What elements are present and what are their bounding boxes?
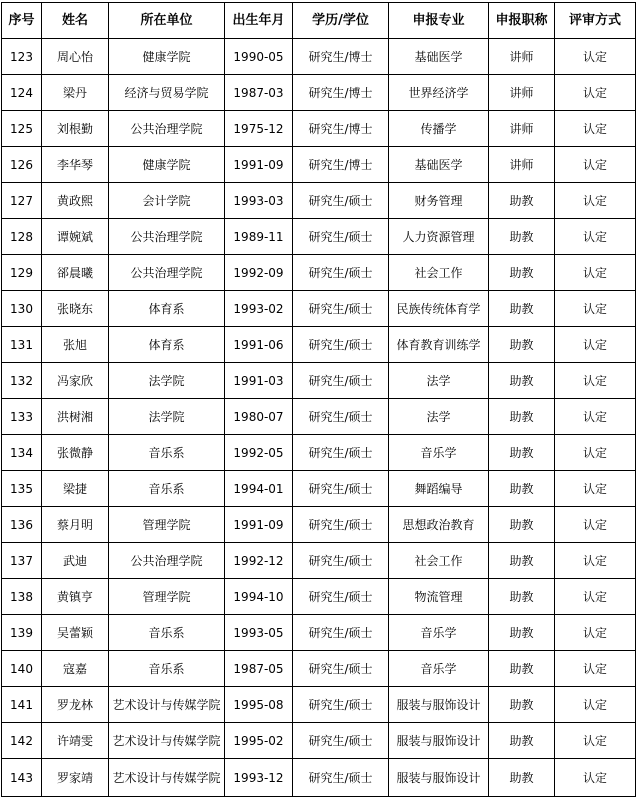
- cell-index: 143: [2, 759, 42, 797]
- cell-name: 许靖雯: [42, 723, 109, 759]
- cell-degree: 研究生/硕士: [293, 543, 389, 579]
- cell-degree: 研究生/硕士: [293, 579, 389, 615]
- cell-unit: 管理学院: [109, 579, 225, 615]
- cell-review-method: 认定: [555, 147, 636, 183]
- cell-major: 音乐学: [389, 651, 489, 687]
- cell-title: 助教: [489, 543, 555, 579]
- cell-index: 140: [2, 651, 42, 687]
- table-row: [2, 615, 636, 651]
- cell-review-method: 认定: [555, 291, 636, 327]
- cell-title: 助教: [489, 687, 555, 723]
- cell-unit: 经济与贸易学院: [109, 75, 225, 111]
- cell-birth: 1991-09: [225, 507, 293, 543]
- cell-review-method: 认定: [555, 615, 636, 651]
- table-row: [2, 471, 636, 507]
- cell-review-method: 认定: [555, 363, 636, 399]
- cell-title: 助教: [489, 327, 555, 363]
- cell-degree: 研究生/硕士: [293, 507, 389, 543]
- cell-title: 助教: [489, 219, 555, 255]
- cell-index: 124: [2, 75, 42, 111]
- cell-name: 黄镇亨: [42, 579, 109, 615]
- cell-major: 服装与服饰设计: [389, 687, 489, 723]
- table-row: [2, 759, 636, 797]
- table-row: [2, 39, 636, 75]
- cell-title: 助教: [489, 399, 555, 435]
- cell-index: 136: [2, 507, 42, 543]
- cell-birth: 1994-10: [225, 579, 293, 615]
- cell-index: 125: [2, 111, 42, 147]
- cell-index: 123: [2, 39, 42, 75]
- cell-degree: 研究生/硕士: [293, 651, 389, 687]
- cell-name: 张微静: [42, 435, 109, 471]
- cell-review-method: 认定: [555, 759, 636, 797]
- cell-degree: 研究生/硕士: [293, 435, 389, 471]
- cell-major: 服装与服饰设计: [389, 723, 489, 759]
- header-degree: 学历/学位: [293, 3, 389, 39]
- cell-review-method: 认定: [555, 399, 636, 435]
- cell-review-method: 认定: [555, 111, 636, 147]
- cell-degree: 研究生/硕士: [293, 183, 389, 219]
- cell-unit: 管理学院: [109, 507, 225, 543]
- cell-review-method: 认定: [555, 723, 636, 759]
- cell-unit: 公共治理学院: [109, 111, 225, 147]
- cell-major: 人力资源管理: [389, 219, 489, 255]
- table-row: [2, 651, 636, 687]
- cell-review-method: 认定: [555, 39, 636, 75]
- cell-major: 体育教育训练学: [389, 327, 489, 363]
- cell-name: 梁捷: [42, 471, 109, 507]
- cell-birth: 1993-05: [225, 615, 293, 651]
- cell-major: 物流管理: [389, 579, 489, 615]
- cell-birth: 1995-02: [225, 723, 293, 759]
- cell-index: 129: [2, 255, 42, 291]
- cell-birth: 1980-07: [225, 399, 293, 435]
- cell-degree: 研究生/硕士: [293, 687, 389, 723]
- cell-title: 助教: [489, 723, 555, 759]
- cell-degree: 研究生/硕士: [293, 219, 389, 255]
- table-row: [2, 255, 636, 291]
- cell-index: 131: [2, 327, 42, 363]
- cell-unit: 艺术设计与传媒学院: [109, 723, 225, 759]
- cell-title: 助教: [489, 651, 555, 687]
- table-row: [2, 111, 636, 147]
- table-row: [2, 183, 636, 219]
- header-row: [2, 3, 636, 39]
- cell-index: 126: [2, 147, 42, 183]
- cell-major: 服装与服饰设计: [389, 759, 489, 797]
- cell-birth: 1994-01: [225, 471, 293, 507]
- cell-unit: 健康学院: [109, 39, 225, 75]
- cell-index: 130: [2, 291, 42, 327]
- cell-unit: 公共治理学院: [109, 255, 225, 291]
- header-title: 申报职称: [489, 3, 555, 39]
- cell-degree: 研究生/硕士: [293, 399, 389, 435]
- cell-title: 助教: [489, 471, 555, 507]
- cell-review-method: 认定: [555, 507, 636, 543]
- cell-title: 讲师: [489, 39, 555, 75]
- cell-name: 黄政熙: [42, 183, 109, 219]
- header-review-method: 评审方式: [555, 3, 636, 39]
- cell-review-method: 认定: [555, 435, 636, 471]
- cell-name: 郤晨曦: [42, 255, 109, 291]
- cell-birth: 1993-12: [225, 759, 293, 797]
- cell-major: 舞蹈编导: [389, 471, 489, 507]
- cell-degree: 研究生/硕士: [293, 255, 389, 291]
- cell-name: 周心怡: [42, 39, 109, 75]
- cell-major: 社会工作: [389, 255, 489, 291]
- cell-major: 传播学: [389, 111, 489, 147]
- cell-unit: 公共治理学院: [109, 543, 225, 579]
- cell-birth: 1987-03: [225, 75, 293, 111]
- cell-title: 助教: [489, 183, 555, 219]
- table-row: [2, 147, 636, 183]
- cell-name: 吴蕾颖: [42, 615, 109, 651]
- cell-index: 139: [2, 615, 42, 651]
- cell-birth: 1992-12: [225, 543, 293, 579]
- cell-title: 助教: [489, 435, 555, 471]
- cell-index: 133: [2, 399, 42, 435]
- cell-birth: 1987-05: [225, 651, 293, 687]
- cell-degree: 研究生/硕士: [293, 363, 389, 399]
- table-row: [2, 723, 636, 759]
- cell-name: 罗龙林: [42, 687, 109, 723]
- cell-degree: 研究生/硕士: [293, 615, 389, 651]
- cell-degree: 研究生/博士: [293, 39, 389, 75]
- cell-index: 128: [2, 219, 42, 255]
- table-row: [2, 363, 636, 399]
- cell-major: 音乐学: [389, 615, 489, 651]
- cell-birth: 1990-05: [225, 39, 293, 75]
- cell-birth: 1993-03: [225, 183, 293, 219]
- cell-unit: 音乐系: [109, 615, 225, 651]
- cell-name: 谭婉斌: [42, 219, 109, 255]
- cell-review-method: 认定: [555, 471, 636, 507]
- cell-title: 助教: [489, 363, 555, 399]
- cell-review-method: 认定: [555, 579, 636, 615]
- header-birth: 出生年月: [225, 3, 293, 39]
- cell-name: 张晓东: [42, 291, 109, 327]
- cell-unit: 艺术设计与传媒学院: [109, 759, 225, 797]
- header-major: 申报专业: [389, 3, 489, 39]
- cell-name: 寇嘉: [42, 651, 109, 687]
- cell-index: 141: [2, 687, 42, 723]
- cell-unit: 体育系: [109, 291, 225, 327]
- cell-title: 讲师: [489, 75, 555, 111]
- cell-name: 洪树湘: [42, 399, 109, 435]
- cell-unit: 艺术设计与传媒学院: [109, 687, 225, 723]
- cell-birth: 1975-12: [225, 111, 293, 147]
- cell-major: 世界经济学: [389, 75, 489, 111]
- evaluation-table: [1, 2, 636, 797]
- cell-index: 134: [2, 435, 42, 471]
- cell-index: 135: [2, 471, 42, 507]
- cell-title: 助教: [489, 759, 555, 797]
- cell-index: 138: [2, 579, 42, 615]
- cell-major: 基础医学: [389, 39, 489, 75]
- cell-review-method: 认定: [555, 543, 636, 579]
- cell-birth: 1992-09: [225, 255, 293, 291]
- table-row: [2, 543, 636, 579]
- cell-degree: 研究生/硕士: [293, 723, 389, 759]
- table-row: [2, 327, 636, 363]
- cell-degree: 研究生/博士: [293, 147, 389, 183]
- cell-index: 132: [2, 363, 42, 399]
- cell-degree: 研究生/硕士: [293, 291, 389, 327]
- cell-degree: 研究生/博士: [293, 111, 389, 147]
- cell-unit: 会计学院: [109, 183, 225, 219]
- cell-review-method: 认定: [555, 75, 636, 111]
- cell-degree: 研究生/博士: [293, 75, 389, 111]
- cell-name: 刘根勤: [42, 111, 109, 147]
- cell-index: 137: [2, 543, 42, 579]
- cell-degree: 研究生/硕士: [293, 327, 389, 363]
- cell-unit: 法学院: [109, 399, 225, 435]
- cell-major: 音乐学: [389, 435, 489, 471]
- cell-title: 助教: [489, 615, 555, 651]
- cell-degree: 研究生/硕士: [293, 759, 389, 797]
- cell-major: 法学: [389, 399, 489, 435]
- cell-name: 梁丹: [42, 75, 109, 111]
- cell-birth: 1993-02: [225, 291, 293, 327]
- cell-name: 蔡月明: [42, 507, 109, 543]
- cell-review-method: 认定: [555, 651, 636, 687]
- cell-degree: 研究生/硕士: [293, 471, 389, 507]
- cell-title: 助教: [489, 579, 555, 615]
- cell-review-method: 认定: [555, 687, 636, 723]
- cell-review-method: 认定: [555, 327, 636, 363]
- cell-review-method: 认定: [555, 183, 636, 219]
- cell-major: 思想政治教育: [389, 507, 489, 543]
- cell-major: 基础医学: [389, 147, 489, 183]
- cell-name: 罗家靖: [42, 759, 109, 797]
- table-row: [2, 219, 636, 255]
- cell-birth: 1995-08: [225, 687, 293, 723]
- header-index: 序号: [2, 3, 42, 39]
- table-row: [2, 579, 636, 615]
- cell-birth: 1992-05: [225, 435, 293, 471]
- cell-unit: 法学院: [109, 363, 225, 399]
- cell-unit: 音乐系: [109, 471, 225, 507]
- table-row: [2, 399, 636, 435]
- table-row: [2, 75, 636, 111]
- cell-major: 财务管理: [389, 183, 489, 219]
- cell-title: 讲师: [489, 111, 555, 147]
- table-row: [2, 435, 636, 471]
- cell-index: 127: [2, 183, 42, 219]
- cell-unit: 音乐系: [109, 651, 225, 687]
- cell-title: 助教: [489, 507, 555, 543]
- cell-unit: 体育系: [109, 327, 225, 363]
- cell-review-method: 认定: [555, 255, 636, 291]
- cell-index: 142: [2, 723, 42, 759]
- cell-unit: 健康学院: [109, 147, 225, 183]
- cell-unit: 公共治理学院: [109, 219, 225, 255]
- cell-title: 讲师: [489, 147, 555, 183]
- cell-title: 助教: [489, 291, 555, 327]
- cell-title: 助教: [489, 255, 555, 291]
- cell-birth: 1991-09: [225, 147, 293, 183]
- cell-review-method: 认定: [555, 219, 636, 255]
- cell-major: 民族传统体育学: [389, 291, 489, 327]
- cell-birth: 1991-03: [225, 363, 293, 399]
- table-row: [2, 687, 636, 723]
- cell-name: 李华琴: [42, 147, 109, 183]
- cell-major: 社会工作: [389, 543, 489, 579]
- cell-birth: 1991-06: [225, 327, 293, 363]
- cell-major: 法学: [389, 363, 489, 399]
- table-row: [2, 507, 636, 543]
- cell-birth: 1989-11: [225, 219, 293, 255]
- header-name: 姓名: [42, 3, 109, 39]
- cell-name: 冯家欣: [42, 363, 109, 399]
- cell-unit: 音乐系: [109, 435, 225, 471]
- header-unit: 所在单位: [109, 3, 225, 39]
- table-row: [2, 291, 636, 327]
- cell-name: 武迪: [42, 543, 109, 579]
- cell-name: 张旭: [42, 327, 109, 363]
